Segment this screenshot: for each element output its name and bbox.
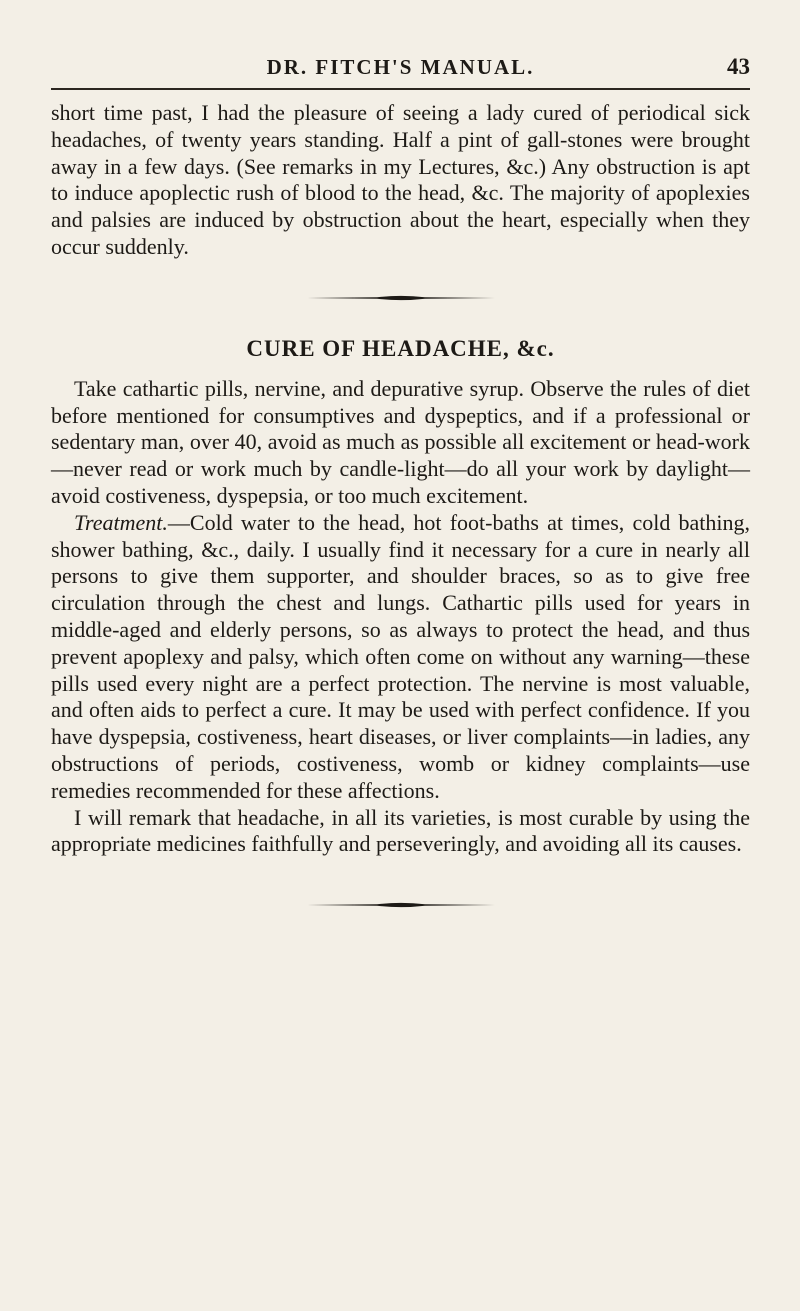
running-title: DR. FITCH'S MANUAL.	[266, 55, 535, 79]
treatment-text: —Cold water to the head, hot foot-baths at times, cold bathing, shower bathing, &c., daily. I usually find it necessary for a cure in nearly all persons to give them supporter, and shoulder braces, so as to give free circulation through the chest and lungs. Cathartic pills used for years in middle-aged and elderly persons, so as always to protect the head, and thus prevent apoplexy and palsy, which often come on without any warning—these pills used every night are a perfect protection. The nervine is most valuable, and often aids to perfect a cure. It may be used with perfect confidence. If you have dyspepsia, costiveness, heart diseases, or liver complaints—in ladies, any obstructions of periods, costiveness, womb or kidney complaints—use remedies recommended for these affections.	[51, 509, 750, 803]
treatment-label: Treatment.	[74, 509, 168, 535]
running-head	[51, 50, 750, 84]
ornamental-rule-bottom	[307, 902, 495, 908]
treatment-paragraph	[51, 510, 750, 805]
intro-paragraph: short time past, I had the pleasure of seeing a lady cured of periodical sick headaches, of twenty years standing. Half a pint of gall-stones were brought away in a few days. (See remarks in my Lectures, &c.) Any obstruction is apt to induce apoplectic rush of blood to the head, &c. The majority of apoplexies and palsies are induced by obstruction about the heart, especially when they occur suddenly.	[51, 100, 750, 259]
page-number: 43	[727, 54, 750, 79]
closing-paragraph: I will remark that headache, in all its varieties, is most curable by using the appropriate medicines faithfully and perseveringly, and avoiding all its causes.	[51, 804, 750, 857]
ornamental-rule	[307, 295, 495, 301]
section-heading: CURE OF HEADACHE, &c.	[246, 335, 555, 361]
header-rule	[51, 88, 750, 90]
section-paragraph-1: Take cathartic pills, nervine, and depurative syrup. Observe the rules of diet before mentioned for consumptives and dyspeptics, and if a professional or sedentary man, over 40, avoid as much as possible all excitement or head-work—never read or work much by candle-light—do all your work by daylight—avoid costiveness, dyspepsia, or too much excitement.	[51, 375, 750, 508]
